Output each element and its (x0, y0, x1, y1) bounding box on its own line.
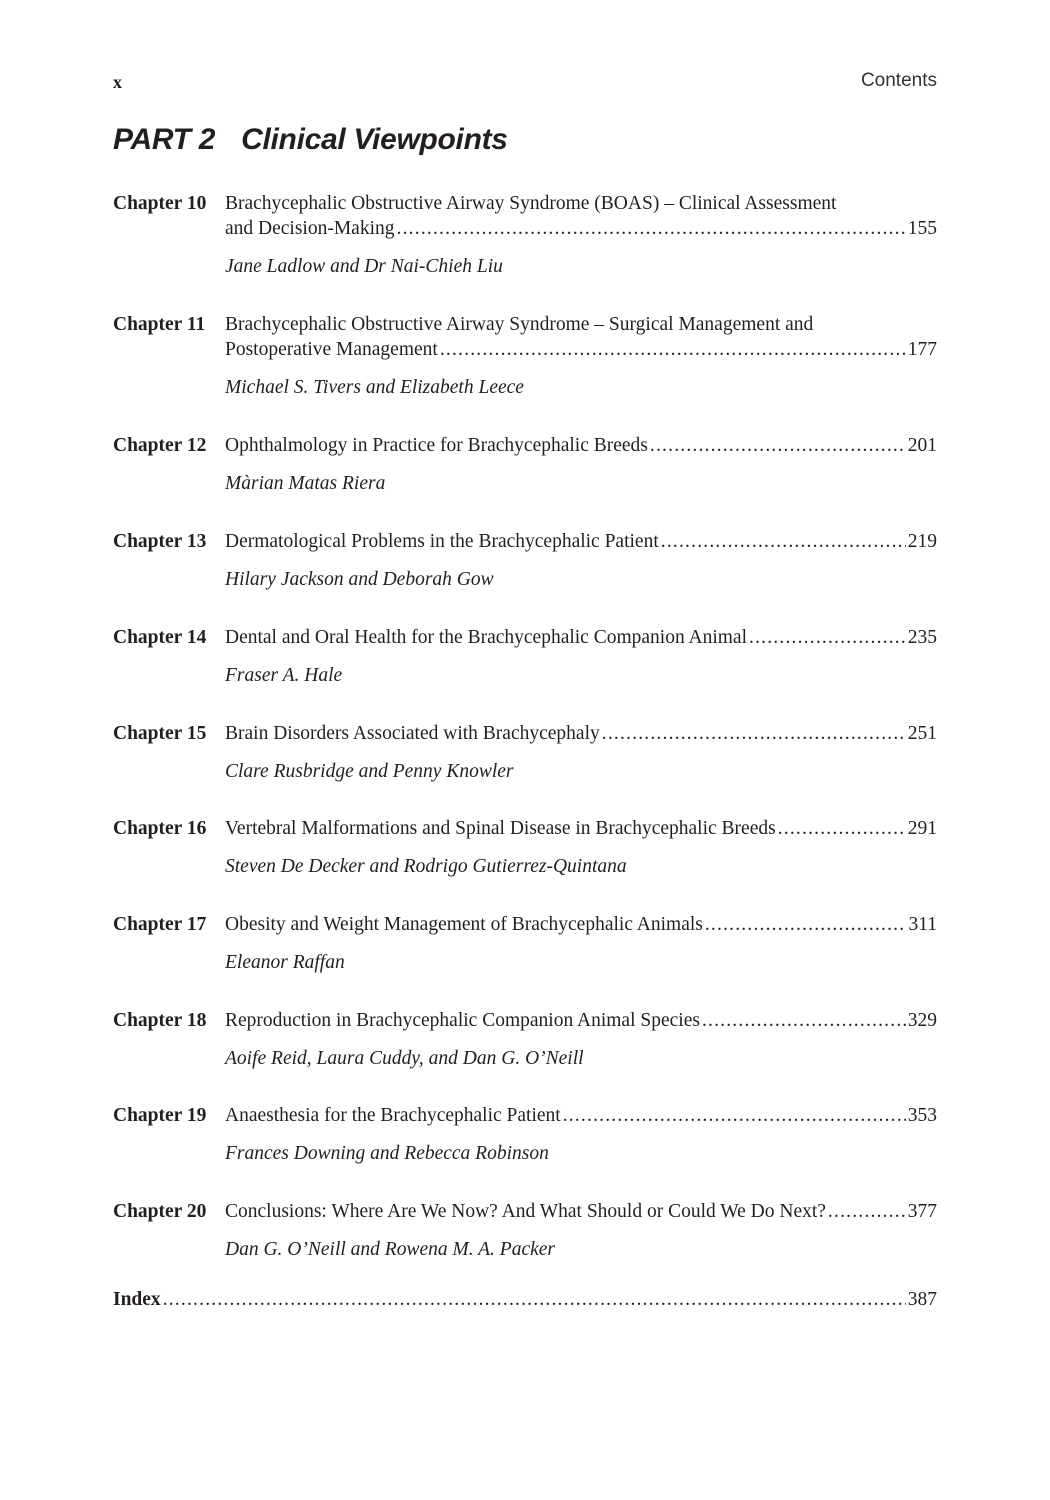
toc-entry-chapter-11[interactable] (113, 312, 937, 400)
chapter-label: Chapter 17 (113, 914, 207, 935)
toc-entry-chapter-20[interactable] (113, 1199, 937, 1262)
dot-leader (440, 337, 906, 362)
chapter-title: Brachycephalic Obstructive Airway Syndrome (BOAS) – Clinical Assessment (225, 193, 837, 214)
dot-leader (702, 1008, 906, 1033)
chapter-label: Chapter 16 (113, 818, 207, 839)
chapter-label: Chapter 12 (113, 435, 207, 456)
chapter-title-continued: and Decision-Making (225, 218, 395, 239)
toc-entry-chapter-19[interactable] (113, 1103, 937, 1166)
chapter-authors: Fraser A. Hale (225, 665, 343, 686)
chapter-title: Dermatological Problems in the Brachycephalic Patient (225, 531, 659, 552)
toc-entry-chapter-16[interactable] (113, 816, 937, 879)
dot-leader (778, 816, 906, 841)
chapter-authors: Dan G. O’Neill and Rowena M. A. Packer (225, 1239, 555, 1260)
page-ref[interactable]: 311 (908, 914, 937, 935)
page-number: x (113, 72, 122, 92)
toc-entry-index[interactable] (113, 1287, 937, 1312)
chapter-authors: Hilary Jackson and Deborah Gow (225, 569, 494, 590)
chapter-title: Conclusions: Where Are We Now? And What Should or Could We Do Next? (225, 1201, 826, 1222)
chapter-authors: Frances Downing and Rebecca Robinson (225, 1143, 549, 1164)
chapter-title: Dental and Oral Health for the Brachycephalic Companion Animal (225, 627, 747, 648)
page-ref[interactable]: 235 (907, 627, 937, 648)
dot-leader (563, 1103, 906, 1128)
chapter-authors: Jane Ladlow and Dr Nai-Chieh Liu (225, 256, 503, 277)
part-heading (113, 123, 508, 157)
chapter-authors: Steven De Decker and Rodrigo Gutierrez-Quintana (225, 856, 627, 877)
toc-entry-chapter-15[interactable] (113, 721, 937, 784)
chapter-authors: Màrian Matas Riera (225, 473, 386, 494)
toc-entry-chapter-10[interactable] (113, 191, 937, 279)
dot-leader (602, 721, 906, 746)
chapter-authors: Michael S. Tivers and Elizabeth Leece (225, 377, 524, 398)
page-ref[interactable]: 251 (907, 723, 937, 744)
chapter-title: Anaesthesia for the Brachycephalic Patient (225, 1105, 561, 1126)
toc-entry-chapter-18[interactable] (113, 1008, 937, 1071)
toc-entry-chapter-13[interactable] (113, 529, 937, 592)
dot-leader (661, 529, 906, 554)
part-title: Clinical Viewpoints (241, 123, 508, 156)
chapter-authors: Clare Rusbridge and Penny Knowler (225, 761, 514, 782)
toc-entry-chapter-17[interactable] (113, 912, 937, 975)
toc-entry-chapter-12[interactable] (113, 433, 937, 496)
chapter-title: Vertebral Malformations and Spinal Disease in Brachycephalic Breeds (225, 818, 776, 839)
chapter-authors: Aoife Reid, Laura Cuddy, and Dan G. O’Neill (225, 1048, 584, 1069)
dot-leader (163, 1287, 906, 1312)
chapter-title: Obesity and Weight Management of Brachycephalic Animals (225, 914, 703, 935)
toc-entry-chapter-14[interactable] (113, 625, 937, 688)
dot-leader (749, 625, 906, 650)
chapter-title-continued: Postoperative Management (225, 339, 438, 360)
page-ref[interactable]: 201 (907, 435, 937, 456)
chapter-label: Chapter 18 (113, 1010, 207, 1031)
chapter-label: Chapter 10 (113, 193, 207, 214)
chapter-label: Chapter 15 (113, 723, 207, 744)
chapter-label: Chapter 13 (113, 531, 207, 552)
page-ref[interactable]: 329 (907, 1010, 937, 1031)
page-ref[interactable]: 177 (907, 339, 937, 360)
dot-leader (828, 1199, 906, 1224)
chapter-label: Chapter 20 (113, 1201, 207, 1222)
page-ref[interactable]: 387 (907, 1289, 937, 1310)
running-head: Contents (860, 70, 937, 91)
chapter-title: Ophthalmology in Practice for Brachycephalic Breeds (225, 435, 648, 456)
page-ref[interactable]: 291 (907, 818, 937, 839)
page-ref[interactable]: 219 (907, 531, 937, 552)
chapter-label: Chapter 19 (113, 1105, 207, 1126)
dot-leader (397, 216, 906, 241)
page-ref[interactable]: 377 (907, 1201, 937, 1222)
chapter-title: Brain Disorders Associated with Brachycephaly (225, 723, 600, 744)
chapter-label: Chapter 11 (113, 314, 206, 335)
page-ref[interactable]: 155 (907, 218, 937, 239)
dot-leader (650, 433, 906, 458)
chapter-label: Chapter 14 (113, 627, 207, 648)
chapter-authors: Eleanor Raffan (225, 952, 345, 973)
part-label: PART 2 (113, 123, 216, 156)
page-ref[interactable]: 353 (907, 1105, 937, 1126)
index-label: Index (113, 1289, 161, 1310)
chapter-title: Brachycephalic Obstructive Airway Syndrome – Surgical Management and (225, 314, 814, 335)
dot-leader (705, 912, 907, 937)
chapter-title: Reproduction in Brachycephalic Companion Animal Species (225, 1010, 700, 1031)
